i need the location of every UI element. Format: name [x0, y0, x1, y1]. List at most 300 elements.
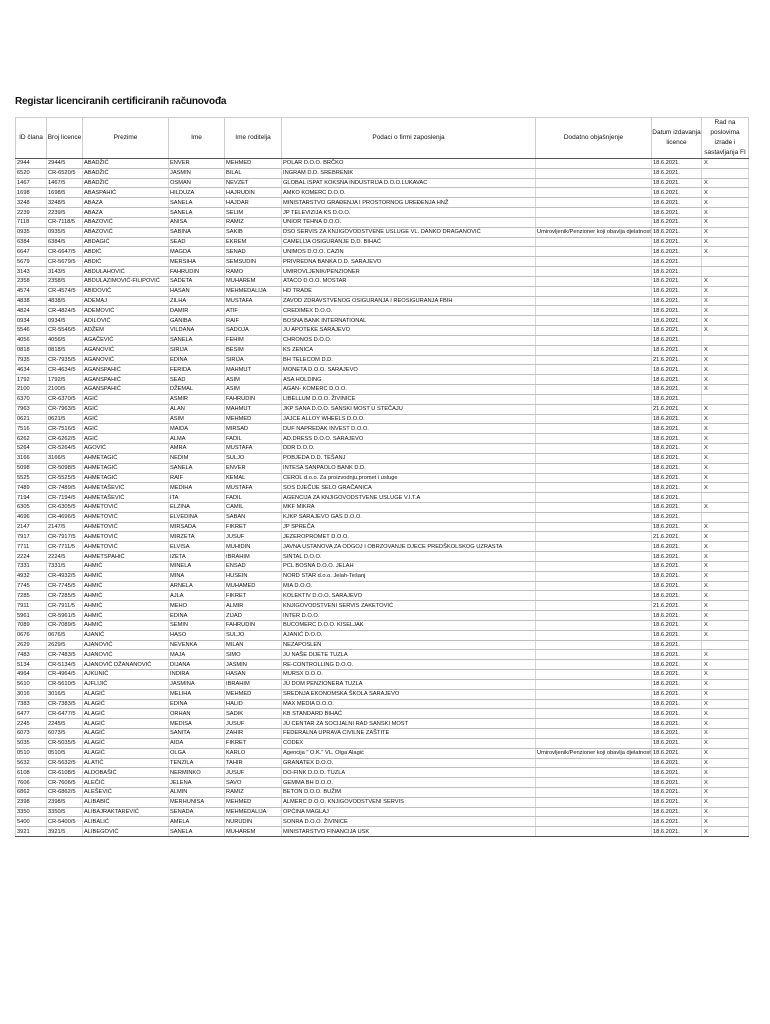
cell-parent-name: SULJO	[225, 453, 282, 463]
cell-note	[536, 463, 652, 473]
cell-license-number: 3166/5	[47, 453, 83, 463]
cell-employer: GRANATEX D.O.O.	[282, 758, 536, 768]
cell-parent-name: MEHMED	[225, 689, 282, 699]
cell-fi-work: X	[702, 414, 749, 424]
table-row	[16, 326, 749, 336]
cell-employer: JAVNA USTANOVA ZA ODGOJ I OBRZOVANJE DJECE PREDŠKOLSKOG UZRASTA	[282, 542, 536, 552]
cell-fi-work: X	[702, 738, 749, 748]
cell-fi-work: X	[702, 719, 749, 729]
cell-name: MEDIHA	[169, 483, 225, 493]
cell-license-number: 0676/5	[47, 630, 83, 640]
cell-license-number: CR-5098/5	[47, 463, 83, 473]
cell-fi-work	[702, 335, 749, 345]
cell-license-number: CR-7118/5	[47, 217, 83, 227]
cell-surname: ALDOBAŠIĆ	[83, 768, 169, 778]
cell-issue-date: 18.6.2021.	[652, 797, 702, 807]
cell-fi-work: X	[702, 571, 749, 581]
cell-note	[536, 640, 652, 650]
cell-name: SEAD	[169, 237, 225, 247]
table-row	[16, 316, 749, 326]
cell-name: OSMAN	[169, 178, 225, 188]
cell-note	[536, 365, 652, 375]
table-row	[16, 375, 749, 385]
cell-license-number: CR-7745/5	[47, 581, 83, 591]
cell-note	[536, 611, 652, 621]
cell-employer: CAMELIJA OSIGURANJE D.D. BIHAĆ	[282, 237, 536, 247]
cell-id: 2358	[16, 276, 47, 286]
cell-note	[536, 571, 652, 581]
cell-parent-name: JUSUF	[225, 532, 282, 542]
cell-surname: ALIBEGOVIĆ	[83, 827, 169, 837]
cell-license-number: CR-5632/5	[47, 758, 83, 768]
cell-note	[536, 237, 652, 247]
cell-id: 4932	[16, 571, 47, 581]
cell-fi-work: X	[702, 581, 749, 591]
cell-employer: JU APOTEKE SARAJEVO	[282, 326, 536, 336]
cell-parent-name: FAHRUDIN	[225, 394, 282, 404]
cell-id: 4634	[16, 365, 47, 375]
cell-note: Umirovljenik/Penzioner koji obavlja djelatnost	[537, 229, 651, 236]
cell-fi-work: X	[702, 817, 749, 827]
cell-parent-name: MAHMUT	[225, 404, 282, 414]
cell-issue-date: 18.6.2021.	[652, 522, 702, 532]
cell-parent-name: MILAN	[225, 640, 282, 650]
cell-parent-name: FEHIM	[225, 335, 282, 345]
cell-issue-date: 18.6.2021.	[652, 198, 702, 208]
cell-issue-date: 18.6.2021.	[652, 561, 702, 571]
cell-employer: CHRONOS D.O.O.	[282, 335, 536, 345]
cell-fi-work: X	[702, 689, 749, 699]
table-row	[16, 620, 749, 630]
cell-id: 1698	[16, 188, 47, 198]
table-row	[16, 345, 749, 355]
cell-surname: AHMETOVIĆ	[83, 532, 169, 542]
cell-employer: UNIOR TEHNA D.O.O.	[282, 217, 536, 227]
table-row	[16, 797, 749, 807]
table-row	[16, 561, 749, 571]
cell-issue-date: 18.6.2021.	[652, 483, 702, 493]
cell-id: 5264	[16, 444, 47, 454]
cell-name: OLGA	[169, 748, 225, 758]
table-row	[16, 778, 749, 788]
cell-surname: ABAZA	[83, 198, 169, 208]
cell-parent-name: MUHIDIN	[225, 542, 282, 552]
cell-note	[536, 247, 652, 257]
cell-parent-name: SIRIJA	[225, 355, 282, 365]
cell-license-number: CR-6862/5	[47, 788, 83, 798]
cell-surname: AHMETAGIĆ	[83, 473, 169, 483]
table-row	[16, 247, 749, 257]
cell-parent-name: JUSUF	[225, 719, 282, 729]
table-row	[16, 512, 749, 522]
cell-parent-name: ALMIR	[225, 601, 282, 611]
cell-license-number: CR-5264/5	[47, 444, 83, 454]
cell-parent-name: MAHMUT	[225, 365, 282, 375]
cell-id: 2147	[16, 522, 47, 532]
cell-id: 7483	[16, 650, 47, 660]
cell-parent-name: IBRAHIM	[225, 552, 282, 562]
cell-employer: MAX MEDIA D.O.O.	[282, 699, 536, 709]
cell-issue-date: 18.6.2021.	[652, 267, 702, 277]
cell-issue-date: 18.6.2021.	[652, 788, 702, 798]
cell-name: HASO	[169, 630, 225, 640]
cell-parent-name: ZAHIR	[225, 729, 282, 739]
cell-name: DAMIR	[169, 306, 225, 316]
cell-fi-work: X	[702, 748, 749, 758]
cell-note	[536, 679, 652, 689]
cell-issue-date: 21.6.2021.	[652, 532, 702, 542]
cell-id: 6073	[16, 729, 47, 739]
cell-id: 2224	[16, 552, 47, 562]
cell-employer: MKF MIKRA	[282, 502, 536, 512]
cell-id: 1467	[16, 178, 47, 188]
cell-fi-work: X	[702, 306, 749, 316]
table-row	[16, 188, 749, 198]
table-row	[16, 286, 749, 296]
cell-issue-date: 18.6.2021.	[652, 414, 702, 424]
table-row	[16, 168, 749, 178]
cell-surname: AGANSPAHIĆ	[83, 375, 169, 385]
cell-license-number: CR-5679/5	[47, 257, 83, 267]
cell-name: ANISA	[169, 217, 225, 227]
cell-parent-name: SENAD	[225, 247, 282, 257]
cell-employer: AMKO KOMERC D.O.O.	[282, 188, 536, 198]
cell-note	[536, 375, 652, 385]
cell-parent-name: RAIF	[225, 316, 282, 326]
cell-surname: AGANOVIĆ	[83, 355, 169, 365]
cell-license-number: 3016/5	[47, 689, 83, 699]
cell-name: ZILHA	[169, 296, 225, 306]
cell-license-number: 3350/5	[47, 807, 83, 817]
cell-issue-date: 18.6.2021.	[652, 257, 702, 267]
cell-parent-name: HAJRUDIN	[225, 188, 282, 198]
cell-parent-name: MEHMED	[225, 159, 282, 169]
table-row	[16, 640, 749, 650]
cell-parent-name: SADOJA	[225, 326, 282, 336]
cell-employer: ATACO D.O.O. MOSTAR	[282, 276, 536, 286]
cell-name: ELVISA	[169, 542, 225, 552]
cell-surname: ABDULAHOVIĆ	[83, 267, 169, 277]
cell-note	[536, 502, 652, 512]
cell-fi-work: X	[702, 345, 749, 355]
cell-note	[536, 267, 652, 277]
cell-surname: AJANOVIĆ	[83, 650, 169, 660]
cell-note	[536, 738, 652, 748]
cell-note	[536, 581, 652, 591]
cell-parent-name: NURUDIN	[225, 817, 282, 827]
cell-id: 7489	[16, 483, 47, 493]
cell-name: NEDIM	[169, 453, 225, 463]
cell-employer: JU NAŠE DIJETE TUZLA	[282, 650, 536, 660]
cell-parent-name: BILAL	[225, 168, 282, 178]
cell-employer: JKP SANA D.O.O. SANSKI MOST U STEČAJU	[282, 404, 536, 414]
cell-id: 5134	[16, 660, 47, 670]
table-row	[16, 335, 749, 345]
cell-name: NEVENKA	[169, 640, 225, 650]
cell-id: 3166	[16, 453, 47, 463]
cell-fi-work: X	[702, 286, 749, 296]
cell-parent-name: SULJO	[225, 630, 282, 640]
cell-id: 0676	[16, 630, 47, 640]
cell-name: EDINA	[169, 699, 225, 709]
cell-issue-date: 18.6.2021.	[652, 345, 702, 355]
cell-issue-date: 18.6.2021.	[652, 247, 702, 257]
table-row	[16, 807, 749, 817]
cell-fi-work: X	[702, 709, 749, 719]
cell-surname: ALAGIĆ	[83, 699, 169, 709]
cell-issue-date: 18.6.2021.	[652, 660, 702, 670]
cell-note	[536, 630, 652, 640]
table-row	[16, 463, 749, 473]
cell-name: SIRIJA	[169, 345, 225, 355]
table-row	[16, 768, 749, 778]
cell-issue-date: 18.6.2021.	[652, 571, 702, 581]
table-row	[16, 365, 749, 375]
table-row	[16, 611, 749, 621]
cell-name: SEAD	[169, 375, 225, 385]
cell-surname: ADŽEM	[83, 326, 169, 336]
cell-fi-work: X	[702, 178, 749, 188]
table-row	[16, 650, 749, 660]
cell-name: SANELA	[169, 463, 225, 473]
table-row	[16, 424, 749, 434]
cell-note	[536, 778, 652, 788]
cell-parent-name: HUSEIN	[225, 571, 282, 581]
table-row	[16, 473, 749, 483]
cell-employer: UNIMOS D.O.O. CAZIN	[282, 247, 536, 257]
cell-name: MIRZETA	[169, 532, 225, 542]
cell-id: 5961	[16, 611, 47, 621]
cell-license-number: 0935/5	[47, 227, 83, 237]
cell-issue-date: 18.6.2021.	[652, 434, 702, 444]
cell-id: 3350	[16, 807, 47, 817]
cell-id: 6862	[16, 788, 47, 798]
cell-surname: ALIBABIĆ	[83, 797, 169, 807]
cell-employer: GLOBAL ISPAT KOKSNA INDUSTRIJA D.O.O.LUKAVAC	[282, 178, 536, 188]
table-row	[16, 601, 749, 611]
cell-employer: MINISTARSTVO FINANCIJA USK	[282, 827, 536, 837]
cell-parent-name: MUHAREM	[225, 276, 282, 286]
cell-issue-date: 18.6.2021.	[652, 208, 702, 218]
cell-surname: ALAGIĆ	[83, 738, 169, 748]
cell-fi-work: X	[702, 591, 749, 601]
cell-parent-name: MIRSAD	[225, 424, 282, 434]
cell-fi-work	[702, 168, 749, 178]
cell-employer: POBJEDA D.D. TEŠANJ	[282, 453, 536, 463]
cell-name: ALMIN	[169, 788, 225, 798]
cell-surname: AHMETOVIĆ	[83, 512, 169, 522]
cell-fi-work: X	[702, 404, 749, 414]
cell-surname: AHMIĆ	[83, 601, 169, 611]
cell-note	[536, 257, 652, 267]
cell-fi-work: X	[702, 198, 749, 208]
cell-note	[536, 591, 652, 601]
cell-parent-name: SIMO	[225, 650, 282, 660]
cell-license-number: 4838/5	[47, 296, 83, 306]
table-row	[16, 660, 749, 670]
cell-license-number: CR-5134/5	[47, 660, 83, 670]
col-header-license-number: Broj licence	[47, 118, 83, 159]
cell-employer: DO-FINK D.O.O. TUZLA	[282, 768, 536, 778]
cell-name: JASMINA	[169, 679, 225, 689]
cell-employer: MINISTARSTVO GRAĐENJA I PROSTORNOG UREĐENJA HNŽ	[282, 198, 536, 208]
cell-issue-date: 18.6.2021.	[652, 326, 702, 336]
cell-name: ALMA	[169, 434, 225, 444]
cell-license-number: CR-7606/5	[47, 778, 83, 788]
cell-fi-work: X	[702, 188, 749, 198]
cell-employer: ALMERC D.O.O. KNJIGOVODSTVENI SERVIS	[282, 797, 536, 807]
table-row	[16, 729, 749, 739]
cell-employer: INTESA SANPAOLO BANK D.D.	[282, 463, 536, 473]
cell-license-number: CR-6108/5	[47, 768, 83, 778]
table-row	[16, 237, 749, 247]
cell-note	[536, 827, 652, 837]
cell-name: SADETA	[169, 276, 225, 286]
cell-license-number: CR-5035/5	[47, 738, 83, 748]
cell-id: 2100	[16, 385, 47, 395]
cell-employer: DSO SERVIS ZA KNJIGOVODSTVENE USLUGE VL. DANKO DRAGANOVIĆ	[282, 227, 536, 237]
cell-id: 5035	[16, 738, 47, 748]
cell-employer: MURSX D.O.O.	[282, 670, 536, 680]
cell-name: SEMIN	[169, 620, 225, 630]
cell-license-number: 2147/5	[47, 522, 83, 532]
cell-parent-name: ATIF	[225, 306, 282, 316]
cell-fi-work: X	[702, 630, 749, 640]
cell-employer: RE-CONTROLLING D.O.O.	[282, 660, 536, 670]
cell-note	[536, 522, 652, 532]
cell-issue-date: 18.6.2021.	[652, 473, 702, 483]
cell-surname: AHMIĆ	[83, 581, 169, 591]
cell-fi-work: X	[702, 502, 749, 512]
cell-parent-name: FIKRET	[225, 591, 282, 601]
cell-note	[536, 296, 652, 306]
cell-note	[536, 473, 652, 483]
cell-name: FAHRUDIN	[169, 267, 225, 277]
cell-surname: ALAGIĆ	[83, 748, 169, 758]
cell-id: 7917	[16, 532, 47, 542]
cell-license-number: CR-7194/5	[47, 493, 83, 503]
cell-surname: ABASPAHIĆ	[83, 188, 169, 198]
page-title: Registar licenciranih certificiranih računovođa	[15, 96, 227, 107]
table-row	[16, 630, 749, 640]
cell-name: SANITA	[169, 729, 225, 739]
cell-parent-name: FADIL	[225, 493, 282, 503]
cell-employer: KB STANDARD BIHAĆ	[282, 709, 536, 719]
cell-name: INDIRA	[169, 670, 225, 680]
cell-note	[536, 286, 652, 296]
cell-surname: AHMETAGIĆ	[83, 453, 169, 463]
cell-note	[536, 807, 652, 817]
cell-employer: PCL BOSNA D.O.O. JELAH	[282, 561, 536, 571]
cell-license-number: 0934/5	[47, 316, 83, 326]
cell-note	[536, 444, 652, 454]
cell-name: AJLA	[169, 591, 225, 601]
cell-id: 6370	[16, 394, 47, 404]
cell-issue-date: 18.6.2021.	[652, 424, 702, 434]
table-row	[16, 827, 749, 837]
cell-license-number: 7331/5	[47, 561, 83, 571]
cell-issue-date: 18.6.2021.	[652, 502, 702, 512]
table-row	[16, 434, 749, 444]
cell-name: AMELA	[169, 817, 225, 827]
cell-parent-name: ENVER	[225, 463, 282, 473]
cell-employer: ZAVOD ZDRAVSTVENOG OSIGURANJA I REOSIGURANJA FBIH	[282, 296, 536, 306]
cell-id: 7194	[16, 493, 47, 503]
cell-issue-date: 18.6.2021.	[652, 365, 702, 375]
cell-employer: CODEX	[282, 738, 536, 748]
cell-surname: AGIĆ	[83, 414, 169, 424]
cell-employer: FEDERALNA UPRAVA CIVILNE ZAŠTITE	[282, 729, 536, 739]
cell-employer: HD TRADE	[282, 286, 536, 296]
cell-fi-work: X	[702, 778, 749, 788]
cell-parent-name: MUSTAFA	[225, 444, 282, 454]
table-row	[16, 453, 749, 463]
cell-employer: AJANIĆ D.O.O.	[282, 630, 536, 640]
cell-id: 7606	[16, 778, 47, 788]
table-row	[16, 689, 749, 699]
cell-surname: ADEMOVIĆ	[83, 306, 169, 316]
cell-employer: BH TELECOM D.D.	[282, 355, 536, 365]
table-row	[16, 532, 749, 542]
cell-employer: JEZEROPROMET D.O.O.	[282, 532, 536, 542]
cell-parent-name: FAHRUDIN	[225, 620, 282, 630]
cell-note	[536, 385, 652, 395]
cell-name: AMRA	[169, 444, 225, 454]
cell-parent-name: SAKIB	[225, 227, 282, 237]
cell-issue-date: 18.6.2021.	[652, 620, 702, 630]
cell-id: 4838	[16, 296, 47, 306]
cell-employer: KS ZENICA	[282, 345, 536, 355]
col-header-employer: Podaci o firmi zaposlenja	[282, 118, 536, 159]
cell-employer: POLAR D.O.O. BRČKO	[282, 159, 536, 169]
cell-fi-work: X	[702, 532, 749, 542]
cell-note	[536, 188, 652, 198]
cell-surname: AHMETOVIĆ	[83, 522, 169, 532]
cell-id: 2629	[16, 640, 47, 650]
cell-license-number: 3143/5	[47, 267, 83, 277]
cell-issue-date: 18.6.2021.	[652, 385, 702, 395]
cell-license-number: CR-4964/5	[47, 670, 83, 680]
cell-note	[536, 424, 652, 434]
cell-fi-work: X	[702, 679, 749, 689]
cell-name: ORHAN	[169, 709, 225, 719]
table-row	[16, 404, 749, 414]
cell-surname: AHMETSPAHIĆ	[83, 552, 169, 562]
cell-employer: MONETA D.O.O. SARAJEVO	[282, 365, 536, 375]
cell-fi-work: X	[702, 208, 749, 218]
cell-parent-name: RAMIZ	[225, 788, 282, 798]
cell-license-number: CR-4634/5	[47, 365, 83, 375]
cell-name: SABINA	[169, 227, 225, 237]
cell-employer: PRIVREDNA BANKA D.D. SARAJEVO	[282, 257, 536, 267]
cell-note	[536, 355, 652, 365]
cell-name: SANELA	[169, 208, 225, 218]
table-row	[16, 493, 749, 503]
cell-name: NERMINKO	[169, 768, 225, 778]
table-row	[16, 444, 749, 454]
cell-note	[536, 483, 652, 493]
cell-parent-name: MUHAREM	[225, 827, 282, 837]
cell-issue-date: 18.6.2021.	[652, 640, 702, 650]
table-row	[16, 257, 749, 267]
cell-note	[536, 276, 652, 286]
cell-license-number: 2398/5	[47, 797, 83, 807]
cell-license-number: CR-7711/5	[47, 542, 83, 552]
cell-parent-name: HALID	[225, 699, 282, 709]
cell-employer: DUF NAPREDAK INVEST D.O.O.	[282, 424, 536, 434]
cell-employer: JU CENTAR ZA SOCIJALNI RAD SANSKI MOST	[282, 719, 536, 729]
cell-parent-name: MUSTAFA	[225, 296, 282, 306]
